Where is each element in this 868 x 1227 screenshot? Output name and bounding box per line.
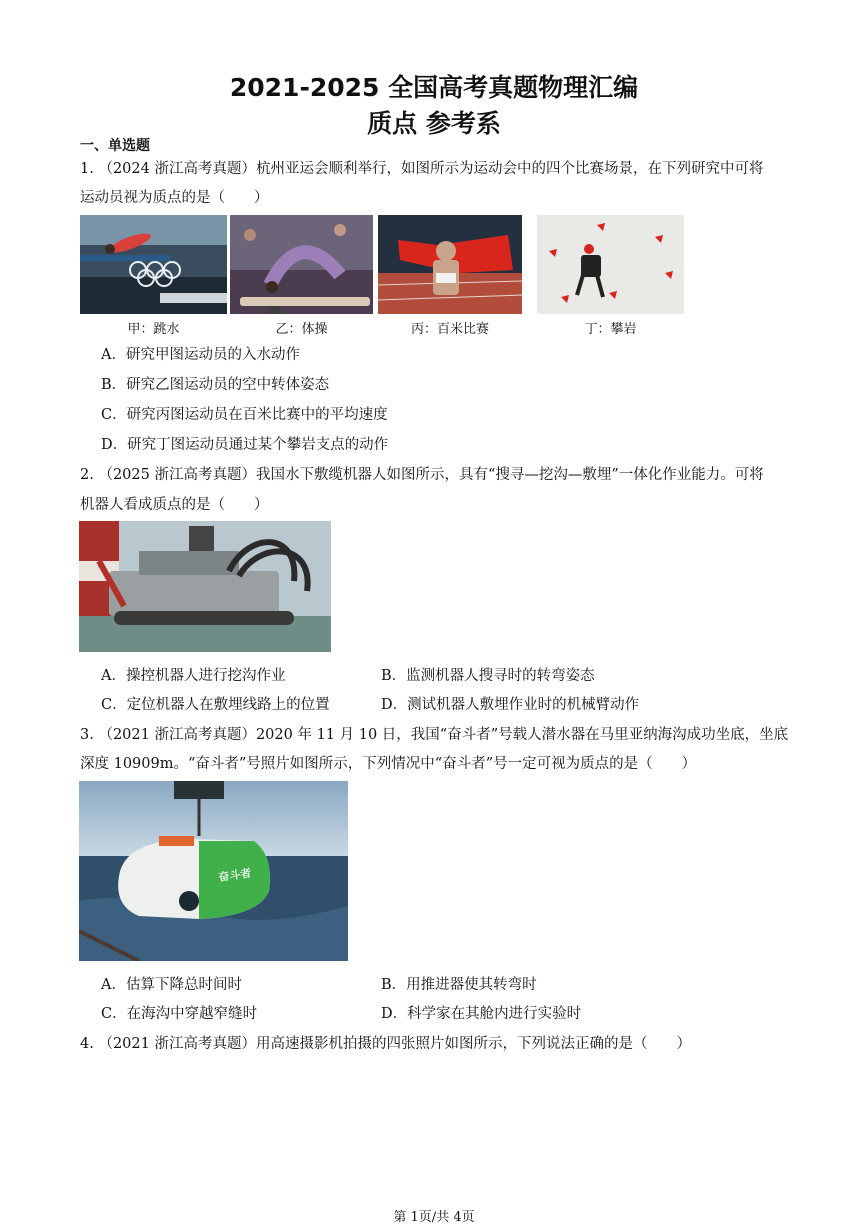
question-2-option-d: D．测试机器人敷埋作业时的机械臂动作: [381, 697, 640, 713]
caption-gymnastics: 乙：体操: [275, 322, 328, 337]
question-1-text-line1: 1. （2024 浙江高考真题）杭州亚运会顺利举行，如图所示为运动会中的四个比赛场景，在下列研究中可将: [80, 161, 764, 177]
question-2-option-b: B．监测机器人搜寻时的转弯姿态: [381, 668, 595, 684]
question-3-text-line1: 3. （2021 浙江高考真题）2020 年 11 月 10 日，我国“奋斗者”号载人潜水器在马里亚纳海沟成功坐底，坐底: [80, 727, 789, 743]
question-1-option-a: A．研究甲图运动员的入水动作: [101, 347, 300, 363]
question-1-text-line2: 运动员视为质点的是（ ）: [80, 190, 269, 206]
caption-sprint: 丙：百米比赛: [410, 322, 489, 337]
climbing-photo: [537, 215, 684, 314]
question-3-option-b: B．用推进器使其转弯时: [381, 977, 537, 993]
page-footer: 第 1页/共 4页: [393, 1210, 475, 1225]
gymnastics-photo: [230, 215, 373, 314]
page-title: 2021-2025 全国高考真题物理汇编: [229, 73, 639, 102]
question-2-text-line1: 2. （2025 浙江高考真题）我国水下敷缆机器人如图所示，具有“搜寻—挖沟—敷埋”一体化作业能力。可将: [80, 467, 764, 483]
question-2-text-line2: 机器人看成质点的是（ ）: [80, 497, 269, 513]
question-3-text-line2: 深度 10909m。“奋斗者”号照片如图所示，下列情况中“奋斗者”号一定可视为质点的是（ ）: [80, 756, 697, 772]
question-3-option-d: D．科学家在其舱内进行实验时: [381, 1006, 582, 1022]
question-3-option-c: C．在海沟中穿越窄缝时: [101, 1006, 258, 1022]
question-1-option-b: B．研究乙图运动员的空中转体姿态: [101, 377, 330, 393]
sprint-photo: [378, 215, 522, 314]
question-3-option-a: A．估算下降总时间时: [101, 977, 242, 993]
question-2-option-c: C．定位机器人在敷埋线路上的位置: [101, 697, 330, 713]
caption-climbing: 丁：攀岩: [584, 322, 637, 337]
question-4-text-line1: 4. （2021 浙江高考真题）用高速摄影机拍摄的四张照片如图所示，下列说法正确的是（ ）: [80, 1036, 691, 1052]
question-1-option-d: D．研究丁图运动员通过某个攀岩支点的动作: [101, 437, 389, 453]
submersible-photo: [79, 781, 348, 961]
question-1-option-c: C．研究丙图运动员在百米比赛中的平均速度: [101, 407, 388, 423]
diving-photo: [80, 215, 227, 314]
caption-diving: 甲：跳水: [127, 322, 180, 337]
question-2-option-a: A．操控机器人进行挖沟作业: [101, 668, 286, 684]
cable-robot-photo: [79, 521, 331, 652]
page-subtitle: 质点 参考系: [367, 109, 501, 138]
section-heading: 一、单选题: [80, 138, 150, 154]
hull-name-text: 奋斗者: [217, 866, 253, 884]
